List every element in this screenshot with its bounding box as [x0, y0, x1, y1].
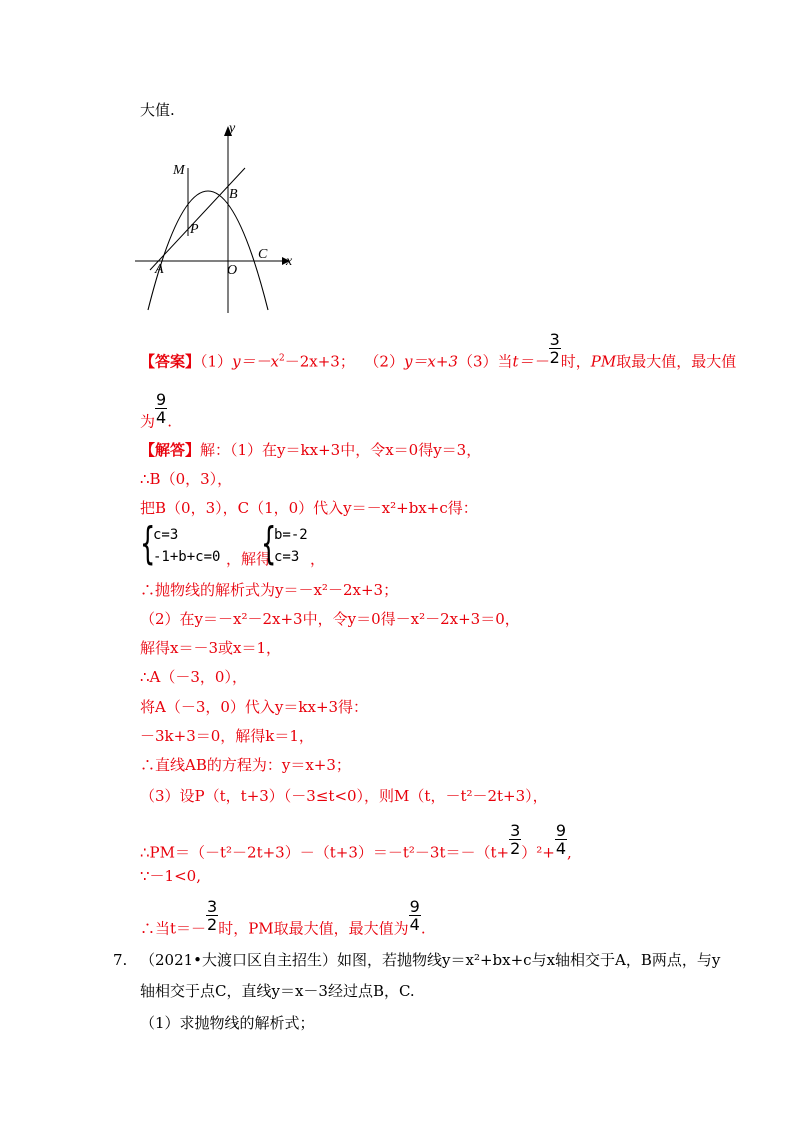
continued-text: 大值.	[140, 101, 175, 119]
parabola-curve	[148, 191, 268, 310]
parabola-figure	[130, 118, 310, 318]
solution-line-14: ∵－1<0,	[140, 867, 201, 885]
label-y: y	[229, 121, 236, 136]
solution-line-9: 将A（－3，0）代入y＝kx+3得：	[140, 698, 369, 716]
solve-text: ，解得	[226, 550, 272, 568]
question-7-number: 7.	[113, 951, 128, 969]
solution-line-1: 【解答】解：（1）在y＝kx+3中，令x＝0得y＝3，	[140, 441, 482, 459]
label-p: P	[190, 222, 199, 237]
label-c: C	[258, 247, 268, 262]
solution-line-15: ∴当t＝－ $\frac{3}{2}$ 时，PM取最大值，最大值为 $\frac{9}{4}$ .	[140, 897, 426, 938]
answer-line-2: 为 $\frac{9}{4}$ .	[140, 390, 172, 431]
fraction-nine-quarters-3: $\frac{9}{4}$	[409, 897, 420, 934]
solution-line-11: ∴直线AB的方程为：y＝x+3；	[140, 756, 351, 774]
solution-line-5: ∴抛物线的解析式为y＝－x²－2x+3；	[140, 581, 399, 599]
question-7-line-3: （1）求抛物线的解析式；	[140, 1014, 315, 1032]
left-brace-2: {	[261, 518, 277, 569]
solution-line-7: 解得x＝－3或x＝1，	[140, 639, 282, 657]
system-end: ，	[310, 550, 326, 568]
question-7-line-2: 轴相交于点C，直线y＝x－3经过点B，C.	[140, 982, 415, 1000]
label-o: O	[227, 263, 238, 278]
label-b: B	[229, 187, 238, 202]
equation-system-2: b=-2 c=3	[274, 527, 308, 565]
label-a: A	[155, 262, 164, 277]
solution-line-2: ∴B（0，3），	[140, 470, 233, 488]
answer-line: 【答案】$(1)y=-x^2-2x+3$； （2）y＝x+3（3）当t＝－ $\frac{3}{2}$ 时，PM取最大值，最大值	[140, 330, 737, 371]
label-x: x	[286, 254, 293, 269]
fraction-nine-quarters: $\frac{9}{4}$	[156, 390, 167, 427]
solution-line-13: ∴PM＝（－t²－2t+3）－（t+3）＝－t²－3t＝－（t+ $\frac{3}{2}$ ）²+ $\frac{9}{4}$ ,	[140, 821, 572, 862]
fraction-nine-quarters-2: $\frac{9}{4}$	[555, 821, 567, 858]
fraction-three-halves: $\frac{3}{2}$	[549, 330, 560, 367]
solution-line-3: 把B（0，3），C（1，0）代入y＝－x²+bx+c得：	[140, 499, 478, 517]
fraction-three-halves-3: $\frac{3}{2}$	[207, 897, 218, 934]
left-brace-1: {	[140, 518, 156, 569]
label-m: M	[173, 163, 185, 178]
question-7-line-1: （2021•大渡口区自主招生）如图，若抛物线y＝x²+bx+c与x轴相交于A，B两点，与y	[140, 951, 721, 969]
answer-tag: 【答案】	[140, 352, 201, 371]
solution-line-8: ∴A（－3，0），	[140, 668, 247, 686]
solution-tag: 【解答】	[140, 441, 201, 459]
solution-line-10: －3k+3＝0，解得k＝1，	[140, 727, 314, 745]
equation-system-1: c=3 -1+b+c=0	[153, 527, 221, 565]
line-ab	[150, 168, 245, 270]
solution-line-12: （3）设P（t，t+3）（－3≤t<0），则M（t，－t²－2t+3），	[140, 787, 548, 805]
fraction-three-halves-2: $\frac{3}{2}$	[510, 821, 521, 858]
solution-line-6: （2）在y＝－x²－2x+3中，令y＝0得－x²－2x+3＝0，	[140, 610, 520, 628]
